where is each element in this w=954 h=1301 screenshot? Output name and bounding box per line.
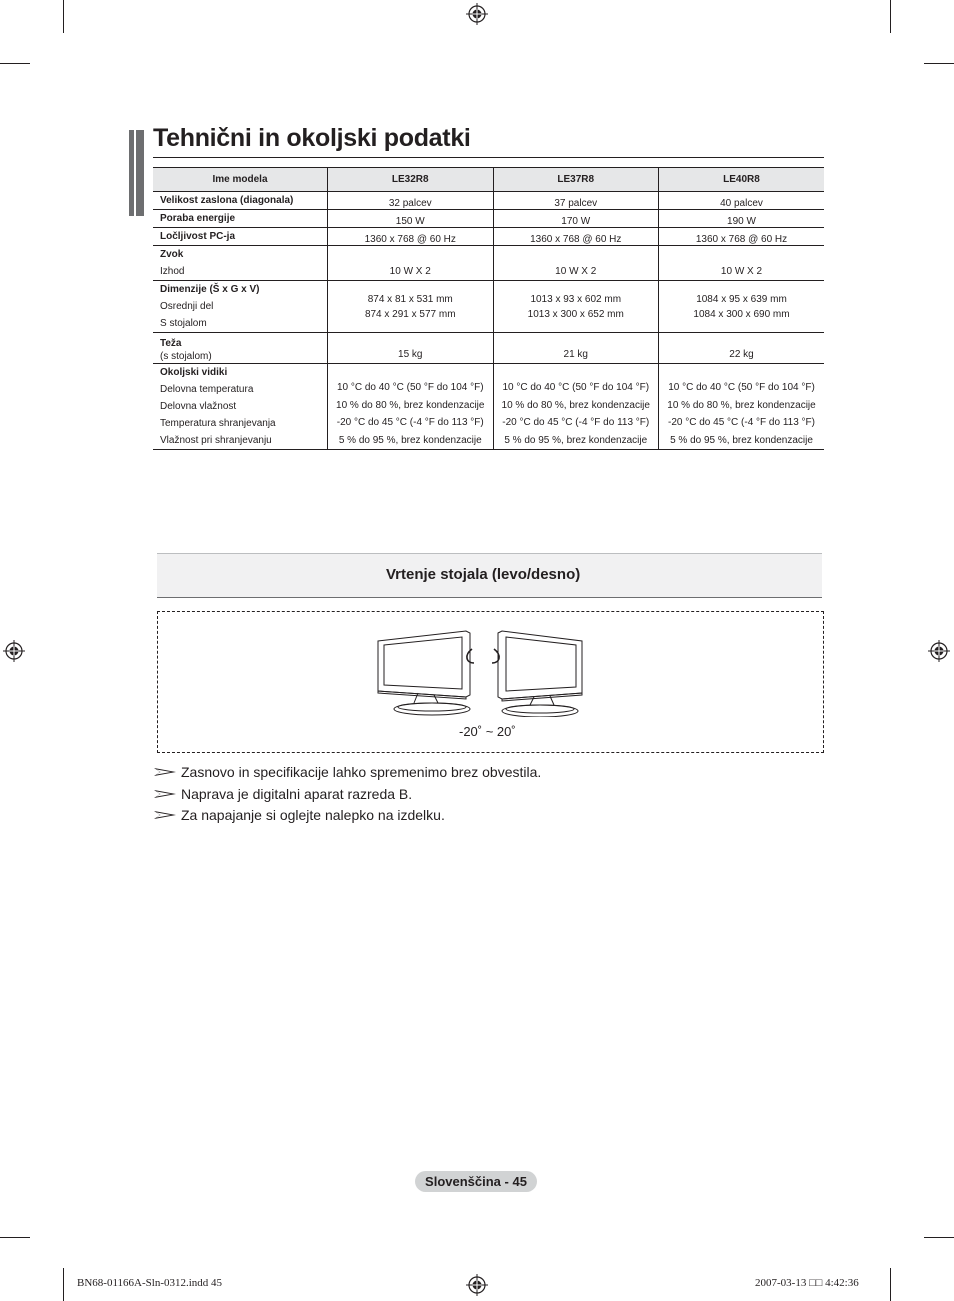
- table-cell: 10 °C do 40 °C (50 °F do 104 °F): [668, 382, 815, 393]
- page-number-label: Slovenščina - 45: [415, 1171, 537, 1192]
- header-cell: Ime modela: [153, 168, 328, 192]
- row-label: Zvok: [160, 249, 184, 260]
- table-row: [153, 281, 824, 333]
- table-cell: -20 °C do 45 °C (-4 °F do 113 °F): [502, 417, 650, 428]
- section-header: [157, 553, 822, 598]
- table-cell: 150 W: [328, 210, 494, 228]
- table-cell: 37 palcev: [493, 192, 659, 210]
- table-row: [153, 364, 824, 450]
- tv-swivel-illustration: [374, 627, 614, 717]
- table-cell: 1360 x 768 @ 60 Hz: [659, 228, 825, 246]
- table-cell: 5 % do 95 %, brez kondenzacije: [504, 434, 648, 446]
- table-row: [153, 228, 824, 246]
- note-arrow-icon: [154, 810, 176, 820]
- crop-mark: [0, 1237, 30, 1238]
- row-label: Velikost zaslona (diagonala): [160, 195, 294, 206]
- table-cell: -20 °C do 45 °C (-4 °F do 113 °F): [336, 417, 484, 428]
- table-cell: 5 % do 95 %, brez kondenzacije: [670, 434, 813, 446]
- row-sub-label: Vlažnost pri shranjevanju: [160, 435, 272, 446]
- table-cell: 15 kg: [398, 349, 423, 360]
- note-arrow-icon: [154, 789, 176, 799]
- table-cell: 190 W: [659, 210, 825, 228]
- row-sub-label: S stojalom: [160, 318, 207, 329]
- table-cell: 40 palcev: [659, 192, 825, 210]
- footer-file-name: BN68-01166A-Sln-0312.indd 45: [77, 1277, 223, 1289]
- section-title: Vrtenje stojala (levo/desno): [386, 566, 581, 583]
- row-label: Okoljski vidiki: [160, 367, 228, 378]
- table-row: [153, 210, 824, 228]
- header-cell: LE32R8: [328, 168, 494, 192]
- note-item: [154, 764, 541, 780]
- swivel-illustration-box: [157, 611, 824, 753]
- row-sub-label: (s stojalom): [160, 351, 212, 362]
- table-cell: 21 kg: [563, 349, 588, 360]
- page-title: Tehnični in okoljski podatki: [153, 124, 471, 152]
- note-text: Naprava je digitalni aparat razreda B.: [181, 786, 413, 802]
- table-cell: 10 °C do 40 °C (50 °F do 104 °F): [336, 382, 484, 393]
- table-cell: 1360 x 768 @ 60 Hz: [493, 228, 659, 246]
- table-row: [153, 333, 824, 364]
- note-text: Za napajanje si oglejte nalepko na izdelku.: [181, 807, 445, 823]
- row-sub-label: Delovna temperatura: [160, 384, 254, 395]
- table-cell: 10 °C do 40 °C (50 °F do 104 °F): [502, 382, 650, 393]
- table-header-row: [153, 168, 824, 192]
- crop-mark: [924, 63, 954, 64]
- table-cell: 10 W X 2: [555, 266, 597, 277]
- table-cell: 1084 x 95 x 639 mm: [696, 293, 787, 305]
- swivel-angle-label: -20˚ ~ 20˚: [459, 724, 516, 739]
- table-cell: 22 kg: [729, 349, 754, 360]
- table-cell: 170 W: [493, 210, 659, 228]
- crop-mark: [890, 1268, 891, 1301]
- note-item: [154, 807, 445, 823]
- crop-mark: [63, 1268, 64, 1301]
- header-cell: LE37R8: [493, 168, 659, 192]
- table-cell: -20 °C do 45 °C (-4 °F do 113 °F): [668, 417, 815, 428]
- registration-mark-icon: [466, 3, 488, 25]
- title-rule: [153, 157, 824, 158]
- row-sub-label: Delovna vlažnost: [160, 401, 237, 412]
- crop-mark: [890, 0, 891, 33]
- table-row: [153, 246, 824, 281]
- crop-mark: [63, 0, 64, 33]
- table-cell: 10 W X 2: [389, 266, 431, 277]
- table-row: [153, 192, 824, 210]
- registration-mark-icon: [3, 640, 25, 662]
- row-sub-label: Osrednji del: [160, 301, 214, 312]
- row-label: Poraba energije: [160, 213, 236, 224]
- note-item: [154, 786, 412, 802]
- table-cell: 1084 x 300 x 690 mm: [693, 308, 790, 320]
- footer-date-time: 2007-03-13 □□ 4:42:36: [755, 1277, 859, 1289]
- row-label: Dimenzije (Š x G x V): [160, 284, 260, 295]
- registration-mark-icon: [928, 640, 950, 662]
- note-arrow-icon: [154, 767, 176, 777]
- title-accent-bar: [129, 130, 144, 216]
- table-cell: 874 x 291 x 577 mm: [364, 308, 456, 320]
- note-text: Zasnovo in specifikacije lahko spremenimo brez obvestila.: [181, 764, 542, 780]
- table-cell: 874 x 81 x 531 mm: [367, 293, 453, 305]
- spec-table: [153, 167, 824, 450]
- row-label: Teža: [160, 338, 182, 349]
- table-cell: 10 % do 80 %, brez kondenzacije: [667, 399, 816, 411]
- row-label: Ločljivost PC-ja: [160, 231, 236, 242]
- crop-mark: [0, 63, 30, 64]
- table-cell: 5 % do 95 %, brez kondenzacije: [338, 434, 482, 446]
- table-cell: 1013 x 93 x 602 mm: [530, 293, 622, 305]
- table-cell: 32 palcev: [328, 192, 494, 210]
- table-cell: 10 % do 80 %, brez kondenzacije: [336, 399, 485, 411]
- crop-mark: [924, 1237, 954, 1238]
- table-cell: 10 % do 80 %, brez kondenzacije: [501, 399, 650, 411]
- header-cell: LE40R8: [659, 168, 825, 192]
- table-cell: 10 W X 2: [720, 266, 763, 277]
- row-sub-label: Izhod: [160, 266, 185, 277]
- table-cell: 1013 x 300 x 652 mm: [527, 308, 624, 320]
- row-sub-label: Temperatura shranjevanja: [160, 418, 276, 429]
- table-cell: 1360 x 768 @ 60 Hz: [328, 228, 494, 246]
- registration-mark-icon: [466, 1274, 488, 1296]
